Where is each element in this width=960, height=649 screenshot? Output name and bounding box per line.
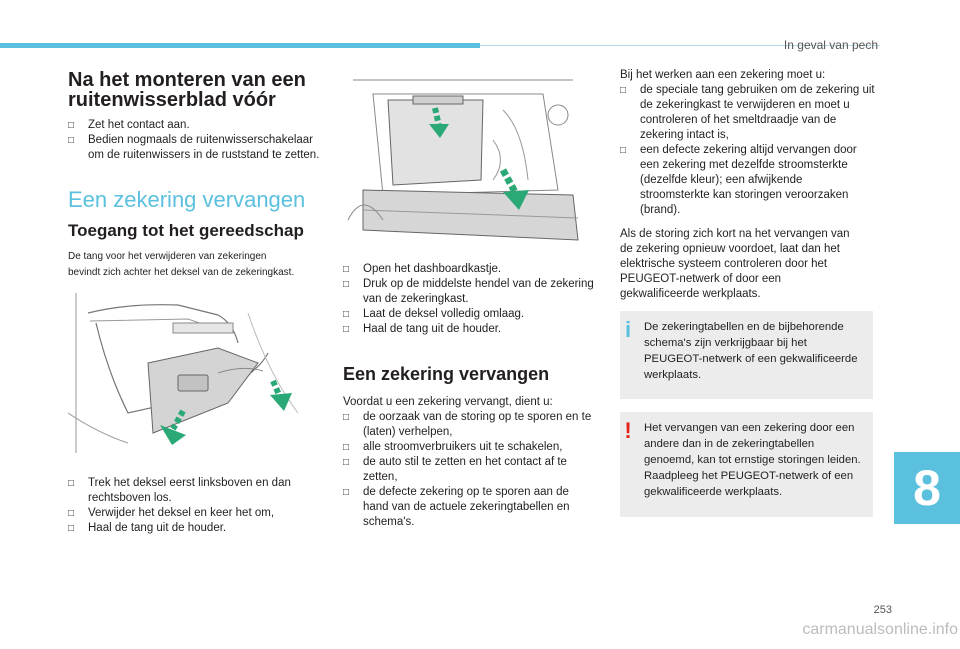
square-bullet-icon: □ [68,478,75,489]
square-bullet-icon: □ [343,412,350,423]
intro-working-on-fuse: Bij het werken aan een zekering moet u: [620,69,826,81]
figure-fusebox-cover [68,293,298,453]
list-item: □ de defecte zekering op te sporen aan de hand van de actuele zekeringtabellen en schema's. [343,486,570,528]
list-item: □ de speciale tang gebruiken om de zekering uit de zekeringkast te verwijderen en moet u controleren of het smeltdraadje van de zekering intact is, [620,84,875,141]
warning-box [620,412,873,517]
info-icon: i [624,317,632,342]
header-accent-bar [0,43,480,48]
square-bullet-icon: □ [343,442,350,453]
figure-glovebox [343,70,583,246]
list-item: □ Haal de tang uit de houder. [343,323,502,335]
list-item: □ alle stroomverbruikers uit te schakelen, [343,441,563,453]
list-item: □ de oorzaak van de storing op te sporen en te (laten) verhelpen, [343,411,592,438]
steps-after-mounting [68,118,330,163]
info-text: De zekeringtabellen en de bijbehorende schema's zijn verkrijgbaar bij het PEUGEOT-netwerk of een gekwalificeerde werkplaats. [644,321,858,381]
paragraph-recurring-fault: Als de storing zich kort na het vervangen van de zekering opnieuw voordoet, laat dan het elektrische systeem controleren door het PEUGEOT-netwerk of door een gekwalificeerde werkplaats. [620,228,850,300]
square-bullet-icon: □ [68,523,75,534]
square-bullet-icon: □ [343,279,350,290]
subheading-tool-access: Toegang tot het gereedschap [68,221,304,240]
heading-after-mounting: Na het monteren van een ruitenwisserblad vóór [68,69,306,111]
square-bullet-icon: □ [343,324,350,335]
list-item: □ Laat de deksel volledig omlaag. [343,308,525,320]
watermark: carmanualsonline.info [802,621,958,638]
intro-before-replace: Voordat u een zekering vervangt, dient u: [343,396,553,408]
running-head: In geval van pech [783,38,878,52]
list-item: □ Zet het contact aan. [68,119,190,131]
square-bullet-icon: □ [68,135,75,146]
square-bullet-icon: □ [343,457,350,468]
square-bullet-icon: □ [343,487,350,498]
square-bullet-icon: □ [620,145,627,156]
steps-before-replace [343,410,597,530]
list-item: □ de auto stil te zetten en het contact af te zetten, [343,456,567,483]
list-item: □ Open het dashboardkastje. [343,263,502,275]
heading-replace-fuse: Een zekering vervangen [343,364,550,384]
page-number: 253 [873,604,892,616]
info-box [620,311,873,399]
section-title: Een zekering vervangen [68,187,306,212]
steps-working-on-fuse [620,83,875,218]
list-item: □ Trek het deksel eerst linksboven en dan rechtsboven los. [68,477,291,504]
square-bullet-icon: □ [343,309,350,320]
list-item: □ Bedien nogmaals de ruitenwisserschakelaar om de ruitenwissers in de ruststand te zetten. [68,134,320,161]
square-bullet-icon: □ [68,508,75,519]
chapter-tab: 8 [894,452,960,524]
square-bullet-icon: □ [620,85,627,96]
steps-open-glovebox [343,262,597,337]
intro-tool-location: De tang voor het verwijderen van zekeringen bevindt zich achter het deksel van de zekeringkast. [68,251,295,278]
steps-remove-cover [68,476,330,536]
list-item: □ Verwijder het deksel en keer het om, [68,507,275,519]
warning-icon: ! [624,418,632,443]
square-bullet-icon: □ [68,120,75,131]
list-item: □ Haal de tang uit de houder. [68,522,227,534]
list-item: □ een defecte zekering altijd vervangen door een zekering met dezelfde stroomsterkte (dezelfde kleur); een afwijkende stroomsterkte kan storingen veroorzaken (brand). [620,144,857,216]
list-item: □ Druk op de middelste hendel van de zekering van de zekeringkast. [343,278,594,305]
warning-text: Het vervangen van een zekering door een andere dan in de zekeringtabellen genoemd, kan tot ernstige storingen leiden. Raadpleeg het PEUGEOT-netwerk of een gekwalificeerde werkplaats. [644,422,861,498]
square-bullet-icon: □ [343,264,350,275]
